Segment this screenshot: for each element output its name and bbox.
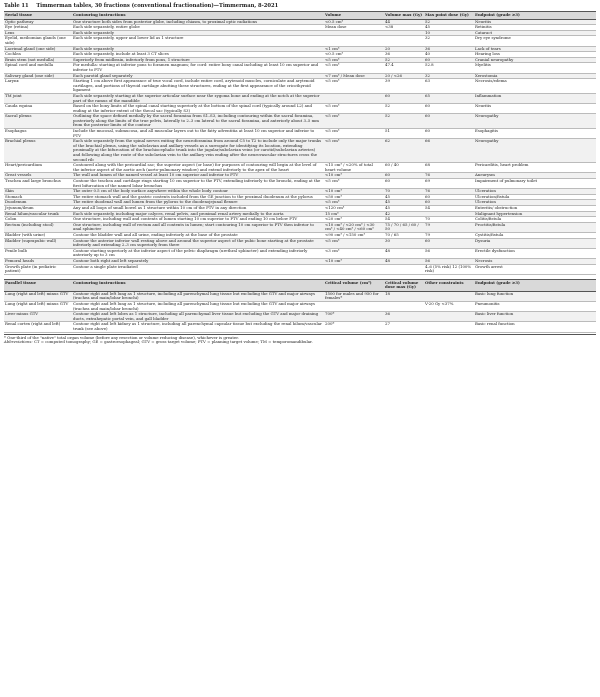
cell-tissue: Femoral heads [4, 258, 72, 264]
cell-endpoint: Pericarditis, heart problem [474, 163, 596, 173]
cell-tissue: Eyelid, meibomian glands (one side) [4, 36, 72, 46]
document-page [0, 0, 600, 345]
cell-instructions: Each side separately [72, 30, 324, 36]
cell-volume-max: 70 [384, 189, 424, 195]
cell-max-point: 52.8 [424, 63, 474, 73]
cell-instructions: The outer 0.5 cm of the body surface anywhere within the whole body contour [72, 189, 324, 195]
cell-endpoint: Neuritis [474, 19, 596, 25]
table-notes [4, 334, 596, 345]
cell-instructions: Contour the anterior inferior wall resting above and around the superior aspect of the pubic bone starting at the prostate inferiorly and extending 2–3 cm superiorly from there [72, 238, 324, 248]
cell-instructions: Each side separately, include at least 3 CT slices [72, 52, 324, 58]
cell-volume-max [384, 264, 424, 274]
serial-table-body [4, 19, 596, 274]
cell-volume-max: 36 [384, 52, 424, 58]
cell-volume: <5 cm³ [324, 179, 384, 189]
cell-endpoint: Esophagitis [474, 129, 596, 139]
cell-volume: <1 cm³ [324, 46, 384, 52]
cell-volume-max: 60 [384, 93, 424, 103]
cell-volume-max: 48 [384, 258, 424, 264]
cell-instructions: One structure, including wall and contents of lumen starting 10 cm superior to PTV and ending 10 cm below PTV [72, 217, 324, 223]
cell-endpoint: Dry eye syndrome [474, 36, 596, 46]
header-parallel-contouring: Contouring instructions [72, 279, 324, 291]
cell-max-point: 4–6 (5% risk) 12 (100% risk) [424, 264, 474, 274]
header-parallel-tissue: Parallel tissue [4, 279, 72, 291]
cell-instructions: Contour right and left lobes as 1 structure, including all parenchymal liver tissue but excluding the GTV and major draining ducts, extrahepatic portal vein, and gall bladder [72, 312, 324, 322]
table-row [4, 104, 596, 114]
cell-max-point: 56 [424, 248, 474, 258]
cell-volume: <7 cm³ / Mean dose [324, 73, 384, 79]
cell-endpoint: Myelitis [474, 63, 596, 73]
cell-instructions: The entire stomach wall and the gastric contents included from the GE junction to the proximal duodenum at the pylorus [72, 194, 324, 200]
cell-endpoint: Basic renal function [474, 322, 596, 332]
cell-instructions: Each side separately, including major calyces, renal pelvis, and proximal renal artery medially to the aorta [72, 211, 324, 217]
header-other-constraints: Other constraints [424, 279, 474, 291]
cell-endpoint: Retinitis [474, 25, 596, 31]
cell-critical-volume: 200* [324, 322, 384, 332]
cell-max-point: 68 [424, 163, 474, 173]
abbreviations-label: Abbreviations: [4, 339, 33, 345]
cell-volume [324, 93, 384, 103]
table-row [4, 302, 596, 312]
cell-endpoint: Cranial neuropathy [474, 57, 596, 63]
cell-instructions: Contour the trachea and cartilage rings starting 10 cm superior to the PTV, extending inferiorly to the bronchi, ending at the first bifurcation of the named lobar bronchus [72, 179, 324, 189]
cell-volume: <5 cm³ [324, 114, 384, 129]
table-row [4, 114, 596, 129]
cell-endpoint: Necrosis [474, 258, 596, 264]
table-row [4, 238, 596, 248]
cell-tissue: Brain stem (not medulla) [4, 57, 72, 63]
cell-max-point: 60 [424, 200, 474, 206]
cell-tissue: Esophagus [4, 129, 72, 139]
cell-tissue: Lung (right and left) minus GTV [4, 302, 72, 312]
cell-instructions: One structure both sides from posterior globe, including chiasm, to proximal optic radiations [72, 19, 324, 25]
cell-max-point: 40 [424, 52, 474, 58]
cell-instructions: Include the mucosal, submucosa, and all muscular layers out to the fatty adventitia at least 10 cm superior and inferior to PTV [72, 129, 324, 139]
cell-max-point: 52 [424, 19, 474, 25]
cell-volume: <15 cm³ / <20% of total heart volume [324, 163, 384, 173]
table-row [4, 264, 596, 274]
cell-volume-max: 70 / 65 [384, 232, 424, 238]
cell-instructions: Superiorly from midbrain, inferiorly from pons, 1 structure [72, 57, 324, 63]
cell-volume: <5 cm³ [324, 63, 384, 73]
abbreviations-line [4, 340, 596, 345]
serial-tissue-table [4, 11, 596, 275]
cell-tissue: Lacrimal gland (one side) [4, 46, 72, 52]
cell-tissue: Duodenum [4, 200, 72, 206]
cell-endpoint: Erectile dysfunction [474, 248, 596, 258]
cell-max-point: 56 [424, 258, 474, 264]
cell-instructions: Each side separately, entire globe [72, 25, 324, 31]
cell-volume-max: 45 [384, 194, 424, 200]
cell-tissue: Renal cortex (right and left) [4, 322, 72, 332]
cell-endpoint: Colitis/fistula [474, 217, 596, 223]
cell-volume-max: 20 / <26 [384, 73, 424, 79]
cell-tissue: Skin [4, 189, 72, 195]
cell-instructions: Each side separately, upper and lower lid as 1 structure [72, 36, 324, 46]
cell-instructions: Contoured along with the pericardial sac; the superior aspect (or base) for purposes of contouring will begin at the level of the inferior aspect of the aortic arch (aorto-pulmonary window) and extend inferiorly to the apex of the heart [72, 163, 324, 173]
cell-instructions: Each side separately starting at the superior articular surface near the zygoma bone and ending at the notch at the superior part of the ramus of the mandible [72, 93, 324, 103]
cell-volume: Mean dose [324, 25, 384, 31]
cell-endpoint: Necrosis/edema [474, 79, 596, 94]
cell-instructions: Contour right and left lung as 1 structure, including all parenchymal lung tissue but excluding the GTV and major airways (trachea and main/lobar bronchi) [72, 302, 324, 312]
cell-max-point: 79 [424, 222, 474, 232]
cell-volume-max: 44 [384, 19, 424, 25]
cell-instructions: Based on the bony limits of the spinal canal starting superiorly at the bottom of the spinal cord (typically around L2) and ending at the inferior extent of the thecal sac (typically S3) [72, 104, 324, 114]
table-row [4, 179, 596, 189]
cell-volume [324, 36, 384, 46]
cell-instructions: Contour starting superiorly at the inferior aspect of the pelvic diaphragm (urethral sphincter) and extending inferiorly anteriorly up to 3 cm [72, 248, 324, 258]
cell-volume-max: 48 [384, 248, 424, 258]
cell-max-point: 70 [424, 217, 474, 223]
cell-tissue: Great vessels [4, 173, 72, 179]
cell-other [424, 312, 474, 322]
table-row [4, 163, 596, 173]
header-critical-volume: Critical volume (cm³) [324, 279, 384, 291]
cell-volume: <5 cm³ [324, 57, 384, 63]
cell-volume-max: 52 [384, 114, 424, 129]
cell-endpoint: Dysuria [474, 238, 596, 248]
cell-volume: 15 cm³ [324, 211, 384, 217]
cell-volume: <5 cm³ [324, 104, 384, 114]
table-row [4, 194, 596, 200]
table-row [4, 222, 596, 232]
cell-instructions: Each side separately from the spinal nerves exiting the neuroforamina from around C5 to T2 to include only the major trunks of the brachial plexus, using the subclavian and axillary vessels as a surrogate for identifying its location, extending proximally at the bifurcation of the brachiocephalic trunk into the jugular/subclavian veins (or carotid/subclavian arteries) and following along the route of the subclavian vein to the axillary vein ending after the neurovascular structures cross the second rib [72, 139, 324, 163]
header-parallel-endpoint: Endpoint (grade ≥3) [474, 279, 596, 291]
cell-volume: <10 cm³ [324, 189, 384, 195]
cell-endpoint: Enteritis/ obstruction [474, 205, 596, 211]
header-serial-tissue: Serial tissue [4, 12, 72, 20]
cell-instructions: Contour both right and left separately [72, 258, 324, 264]
cell-volume-max: 75 / 70 / 65 / 60 / 50 [384, 222, 424, 232]
cell-max-point: 63 [424, 79, 474, 94]
cell-endpoint: Hearing loss [474, 52, 596, 58]
cell-volume-max: 47.4 [384, 63, 424, 73]
cell-instructions: Each side separately [72, 46, 324, 52]
cell-max-point: 32 [424, 73, 474, 79]
cell-critical-volume: 700* [324, 312, 384, 322]
cell-max-point: 10 [424, 30, 474, 36]
cell-endpoint: Inflammation [474, 93, 596, 103]
cell-max-point: 36 [424, 46, 474, 52]
cell-volume-max: 30 [384, 238, 424, 248]
cell-max-point: 60 [424, 104, 474, 114]
header-volume: Volume [324, 12, 384, 20]
cell-volume [324, 264, 384, 274]
parallel-tissue-table [4, 279, 596, 333]
cell-volume: <0.5 cm³ [324, 52, 384, 58]
cell-tissue: Sacral plexus [4, 114, 72, 129]
cell-volume: <10 cm³ / <20 cm³ / <30 cm³ / <40 cm³ / <60 cm³ [324, 222, 384, 232]
cell-max-point: 32 [424, 36, 474, 46]
cell-other: V-20 Gy <37% [424, 302, 474, 312]
cell-volume-max: 60 / 40 [384, 163, 424, 173]
cell-endpoint: Neuropathy [474, 139, 596, 163]
cell-volume-max: 45 [384, 205, 424, 211]
cell-critical-dose: 18 [384, 291, 424, 301]
cell-volume-max: 39 [384, 79, 424, 94]
cell-instructions: Contour a single plate irradiated [72, 264, 324, 274]
cell-critical-volume: 1500 for males and 950 for females* [324, 291, 384, 301]
cell-tissue: Bladder (suprapubic wall) [4, 238, 72, 248]
cell-tissue: Lung (right and left) minus GTV [4, 291, 72, 301]
cell-tissue: Colon [4, 217, 72, 223]
cell-tissue: Trachea and large bronchus [4, 179, 72, 189]
cell-volume: <20 cm³ [324, 217, 384, 223]
cell-tissue: Optic pathway [4, 19, 72, 25]
table-number: Table 11 [4, 3, 29, 9]
cell-critical-dose: 27 [384, 322, 424, 332]
cell-endpoint: Neuritis [474, 104, 596, 114]
table-row [4, 291, 596, 301]
cell-other [424, 322, 474, 332]
table-row [4, 312, 596, 322]
parallel-table-body [4, 291, 596, 332]
cell-tissue: Stomach [4, 194, 72, 200]
cell-endpoint: Neuropathy [474, 114, 596, 129]
cell-volume-max: 42 [384, 211, 424, 217]
cell-instructions: Outlining the space defined medially by the sacral foramina from S1–S3, including contouring within the sacral foramina, posteriorly along the limits of the true pelvis, laterally to 2–3 cm lateral to the sacral foramina, and anteriorly about 3–5 mm from the posterior limits of the contour [72, 114, 324, 129]
cell-max-point: 45 [424, 25, 474, 31]
cell-volume-max: 54 [384, 217, 424, 223]
cell-instructions: For medulla: starting at inferior pons to foramen magnum; for cord: entire bony canal including at least 10 cm superior and inferior to PTV [72, 63, 324, 73]
cell-instructions: Contour the bladder wall and all urine, ending inferiorly at the base of the prostate [72, 232, 324, 238]
cell-instructions: Each parotid gland separately [72, 73, 324, 79]
cell-volume-max: <38 [384, 25, 424, 31]
cell-volume-max: 62 [384, 139, 424, 163]
cell-max-point: 60 [424, 238, 474, 248]
cell-tissue: Renal hilum/vascular trunk [4, 211, 72, 217]
header-volume-max: Volume max (Gy) [384, 12, 424, 20]
cell-volume: <5 cm³ [324, 200, 384, 206]
cell-volume: <0.5 cm³ [324, 19, 384, 25]
cell-volume: <5 cm³ [324, 139, 384, 163]
cell-other [424, 291, 474, 301]
cell-tissue: Salivary gland (one side) [4, 73, 72, 79]
table-row [4, 63, 596, 73]
cell-volume-max: 52 [384, 104, 424, 114]
table-title-text: Timmerman tables, 30 fractions (conventional fractionation)—Timmerman, 8-2021 [36, 3, 279, 9]
cell-max-point: 69 [424, 179, 474, 189]
table-title [4, 3, 596, 10]
cell-tissue: Cochlea [4, 52, 72, 58]
header-endpoint: Endpoint (grade ≥3) [474, 12, 596, 20]
cell-endpoint: Xerostomia [474, 73, 596, 79]
table-row [4, 93, 596, 103]
cell-tissue: Bladder (with urine) [4, 232, 72, 238]
cell-volume-max: 20 [384, 46, 424, 52]
cell-volume: <90 cm³ / <150 cm³ [324, 232, 384, 238]
header-max-point: Max point dose (Gy) [424, 12, 474, 20]
cell-endpoint: Aneurysm [474, 173, 596, 179]
cell-critical-dose [384, 302, 424, 312]
cell-volume: <5 cm³ [324, 238, 384, 248]
table-row [4, 322, 596, 332]
table-row [4, 248, 596, 258]
cell-endpoint: Ulceration/fistula [474, 194, 596, 200]
cell-instructions: The wall and lumen of the named vessel at least 10 cm superior and inferior to PTV [72, 173, 324, 179]
cell-instructions: One structure, including wall of rectum and all contents in lumen; start contouring 10 cm superior to PTV then inferior to anal sphincter [72, 222, 324, 232]
cell-endpoint: Basic liver function [474, 312, 596, 322]
cell-endpoint: Growth arrest [474, 264, 596, 274]
cell-tissue: Liver minus GTV [4, 312, 72, 322]
cell-volume-max: 51 [384, 129, 424, 139]
table-row [4, 79, 596, 94]
cell-volume-max: 52 [384, 57, 424, 63]
header-critical-dose: Critical volume dose max (Gy) [384, 279, 424, 291]
cell-endpoint: Cystitis/fistula [474, 232, 596, 238]
table-row [4, 129, 596, 139]
cell-tissue: Penile bulb [4, 248, 72, 258]
cell-max-point: 66 [424, 139, 474, 163]
cell-instructions: Any and all loops of small bowel as 1 structure within 10 cm of the PTV in any direction [72, 205, 324, 211]
parallel-header-row [4, 279, 596, 291]
cell-endpoint: Lack of tears [474, 46, 596, 52]
cell-tissue: Cauda equina [4, 104, 72, 114]
cell-critical-dose: 36 [384, 312, 424, 322]
cell-tissue: Eye (retina) [4, 25, 72, 31]
cell-volume: <120 cm³ [324, 205, 384, 211]
cell-max-point: 54 [424, 205, 474, 211]
cell-instructions: Contour right and left kidney as 1 structure, including all parenchymal capsular tissue but excluding the renal hilum/vascular trunk (see above) [72, 322, 324, 332]
cell-volume-max: 45 [384, 200, 424, 206]
cell-max-point: 60 [424, 114, 474, 129]
cell-volume: <10 cm³ [324, 258, 384, 264]
cell-volume: <5 cm³ [324, 129, 384, 139]
cell-tissue: Growth plate (in pediatric patient) [4, 264, 72, 274]
footnote: * One-third of the "native" total organ volume (before any resection or volume reducing disease), whichever is greater. [4, 334, 239, 340]
cell-tissue: Spinal cord and medulla [4, 63, 72, 73]
cell-endpoint: Malignant hypertension [474, 211, 596, 217]
cell-endpoint: Impairment of pulmonary toilet [474, 179, 596, 189]
cell-instructions: The entire duodenal wall and lumen from the pylorus to the duodenojejunal flexure [72, 200, 324, 206]
table-row [4, 36, 596, 46]
cell-max-point: 60 [424, 194, 474, 200]
cell-endpoint: Pneumonitis [474, 302, 596, 312]
cell-tissue: Heart/pericardium [4, 163, 72, 173]
cell-volume: <5 cm³ [324, 79, 384, 94]
cell-volume-max: 60 [384, 173, 424, 179]
cell-tissue: Jejunum/ileum [4, 205, 72, 211]
cell-instructions: Starting 1 cm above first appearance of true vocal cord, include entire cord, arytenoid muscles, corniculate and arytenoid cartilages, and portions of thyroid cartilage abutting these structures, ending at the first appearance of the cricothyroid ligament [72, 79, 324, 94]
cell-tissue: Larynx [4, 79, 72, 94]
cell-volume: <50 cm³ [324, 194, 384, 200]
cell-volume-max [384, 36, 424, 46]
cell-critical-volume [324, 302, 384, 312]
cell-endpoint: Ulceration [474, 189, 596, 195]
cell-max-point: 65 [424, 93, 474, 103]
cell-volume: <10 cm³ [324, 173, 384, 179]
cell-endpoint: Cataract [474, 30, 596, 36]
serial-header-row [4, 12, 596, 20]
table-row [4, 139, 596, 163]
cell-tissue: Rectum (including stool) [4, 222, 72, 232]
cell-max-point: 60 [424, 129, 474, 139]
cell-endpoint: Basic lung function [474, 291, 596, 301]
cell-tissue: Lens [4, 30, 72, 36]
cell-volume-max: 60 [384, 179, 424, 189]
cell-instructions: Contour right and left lung as 1 structure, including all parenchymal lung tissue but excluding the GTV and major airways (trachea and main/lobar bronchi) [72, 291, 324, 301]
cell-tissue: TM joint [4, 93, 72, 103]
cell-endpoint: Ulceration [474, 200, 596, 206]
cell-tissue: Brachial plexus [4, 139, 72, 163]
abbreviations-text: CT = computed tomography; GE = gastroesophageal; GTV = gross target volume; PTV = planning target volume; TM = temporomandibular. [33, 339, 313, 345]
cell-endpoint: Proctitis/fistula [474, 222, 596, 232]
header-contouring: Contouring instructions [72, 12, 324, 20]
cell-max-point: 76 [424, 189, 474, 195]
cell-max-point: 79 [424, 232, 474, 238]
cell-max-point: 76 [424, 173, 474, 179]
cell-max-point: 60 [424, 57, 474, 63]
cell-volume: <3 cm³ [324, 248, 384, 258]
